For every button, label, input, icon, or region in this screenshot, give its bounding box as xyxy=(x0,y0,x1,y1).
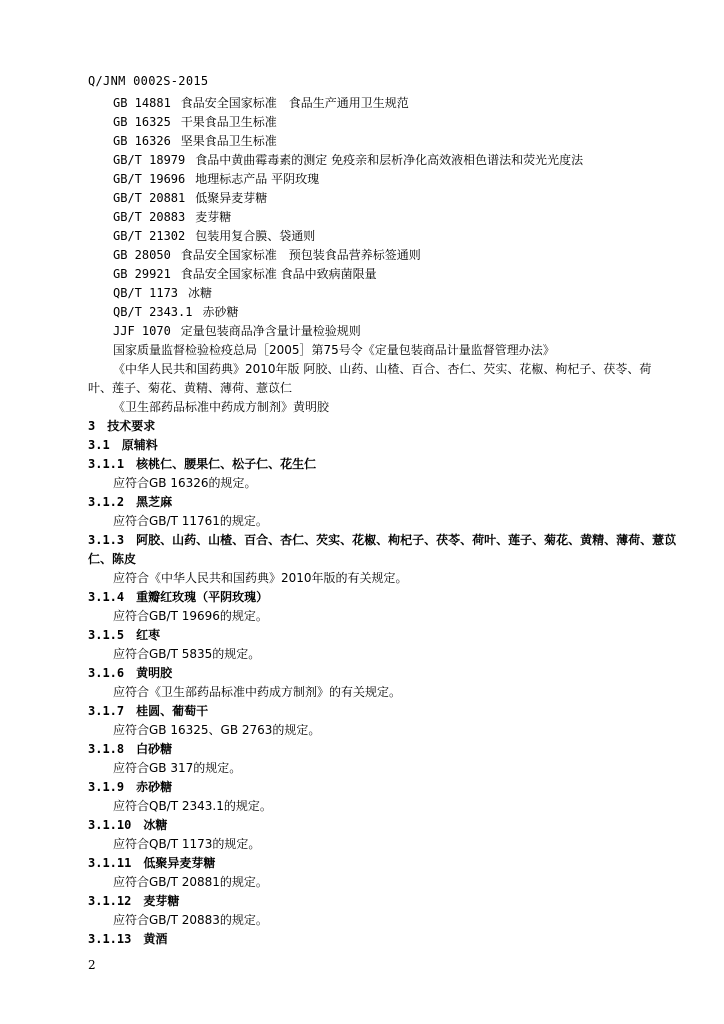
clause-body: 应符合《卫生部药品标准中药成方制剂》的有关规定。 xyxy=(113,685,402,699)
clause-title: 低聚异麦芽糖 xyxy=(143,856,216,870)
reference-line-regulation: 国家质量监督检验检疫总局［2005］第75号令《定量包装商品计量监督管理办法》 xyxy=(113,343,555,357)
reference-code: GB 16325 xyxy=(113,115,171,129)
reference-title: 麦芽糖 xyxy=(195,210,232,224)
page-number: 2 xyxy=(88,958,96,972)
reference-line xyxy=(113,324,361,338)
reference-title: 地理标志产品 平阴玫瑰 xyxy=(195,172,320,186)
reference-title: 干果食品卫生标准 xyxy=(180,115,277,129)
clause-heading xyxy=(88,932,167,946)
reference-line-pharmacopoeia: 《中华人民共和国药典》2010年版 阿胶、山药、山楂、百合、杏仁、芡实、花椒、枸杞子、茯苓、荷 xyxy=(113,362,652,376)
clause-number: 3.1.8 xyxy=(88,742,125,756)
reference-code: GB/T 20883 xyxy=(113,210,186,224)
clause-number: 3.1.2 xyxy=(88,495,125,509)
clause-number: 3.1.9 xyxy=(88,780,125,794)
clause-body: 应符合GB 317的规定。 xyxy=(113,761,242,775)
reference-line xyxy=(113,267,377,281)
reference-code: GB/T 21302 xyxy=(113,229,186,243)
reference-code: GB/T 19696 xyxy=(113,172,186,186)
clause-heading xyxy=(88,533,676,547)
reference-title: 食品安全国家标准 预包装食品营养标签通则 xyxy=(180,248,421,262)
clause-heading xyxy=(88,704,208,718)
clause-title: 黄酒 xyxy=(143,932,168,946)
reference-code: GB 14881 xyxy=(113,96,171,110)
reference-code: QB/T 2343.1 xyxy=(113,305,193,319)
reference-code: GB 29921 xyxy=(113,267,171,281)
reference-code: GB 16326 xyxy=(113,134,171,148)
reference-title: 赤砂糖 xyxy=(202,305,239,319)
reference-line xyxy=(113,134,277,148)
clause-heading xyxy=(88,628,160,642)
clause-heading xyxy=(88,856,215,870)
clause-body: 应符合GB/T 11761的规定。 xyxy=(113,514,268,528)
clause-title: 核桃仁、腰果仁、松子仁、花生仁 xyxy=(136,457,317,471)
clause-title: 重瓣红玫瑰（平阴玫瑰） xyxy=(136,590,269,604)
reference-line xyxy=(113,229,315,243)
clause-title: 黄明胶 xyxy=(136,666,173,680)
reference-line xyxy=(113,248,421,262)
clause-body: 应符合GB 16325、GB 2763的规定。 xyxy=(113,723,321,737)
clause-title: 麦芽糖 xyxy=(143,894,180,908)
document-code: Q/JNM 0002S-2015 xyxy=(88,74,209,88)
clause-heading-cont: 仁、陈皮 xyxy=(88,552,137,566)
clause-title: 黑芝麻 xyxy=(136,495,173,509)
reference-title: 冰糖 xyxy=(188,286,213,300)
clause-body: 应符合QB/T 1173的规定。 xyxy=(113,837,261,851)
reference-line xyxy=(113,172,319,186)
reference-line-pharmacopoeia-cont: 叶、莲子、菊花、黄精、薄荷、薏苡仁 xyxy=(88,381,293,395)
clause-heading xyxy=(88,894,179,908)
clause-title: 桂圆、葡萄干 xyxy=(136,704,209,718)
clause-title: 红枣 xyxy=(136,628,161,642)
clause-number: 3.1.5 xyxy=(88,628,125,642)
clause-number: 3.1.6 xyxy=(88,666,125,680)
reference-line-ministry-standard: 《卫生部药品标准中药成方制剂》黄明胶 xyxy=(113,400,330,414)
reference-code: GB/T 18979 xyxy=(113,153,186,167)
subsection-heading xyxy=(88,438,158,452)
clause-heading xyxy=(88,742,172,756)
clause-number: 3.1.13 xyxy=(88,932,132,946)
clause-heading xyxy=(88,457,316,471)
clause-number: 3.1.12 xyxy=(88,894,132,908)
reference-title: 食品中黄曲霉毒素的测定 免疫亲和层析净化高效液相色谱法和荧光光度法 xyxy=(195,153,584,167)
clause-body: 应符合QB/T 2343.1的规定。 xyxy=(113,799,272,813)
reference-code: GB/T 20881 xyxy=(113,191,186,205)
clause-number: 3.1.1 xyxy=(88,457,125,471)
reference-title: 食品安全国家标准 食品中致病菌限量 xyxy=(180,267,377,281)
clause-title: 赤砂糖 xyxy=(136,780,173,794)
clause-heading xyxy=(88,780,172,794)
clause-number: 3.1.10 xyxy=(88,818,132,832)
clause-number: 3.1.7 xyxy=(88,704,125,718)
clause-title: 冰糖 xyxy=(143,818,168,832)
reference-title: 定量包装商品净含量计量检验规则 xyxy=(180,324,361,338)
clause-heading xyxy=(88,666,172,680)
clause-body: 应符合《中华人民共和国药典》2010年版的有关规定。 xyxy=(113,571,408,585)
reference-line xyxy=(113,305,239,319)
reference-line xyxy=(113,115,277,129)
reference-line xyxy=(113,210,231,224)
clause-body: 应符合GB 16326的规定。 xyxy=(113,476,257,490)
reference-title: 低聚异麦芽糖 xyxy=(195,191,268,205)
reference-title: 坚果食品卫生标准 xyxy=(180,134,277,148)
clause-number: 3.1.3 xyxy=(88,533,125,547)
reference-code: GB 28050 xyxy=(113,248,171,262)
clause-heading xyxy=(88,818,167,832)
clause-heading xyxy=(88,495,172,509)
subsection-number: 3.1 xyxy=(88,438,110,452)
section-number: 3 xyxy=(88,419,96,433)
clause-number: 3.1.4 xyxy=(88,590,125,604)
reference-line xyxy=(113,96,409,110)
clause-body: 应符合GB/T 19696的规定。 xyxy=(113,609,268,623)
reference-line xyxy=(113,286,212,300)
reference-title: 食品安全国家标准 食品生产通用卫生规范 xyxy=(180,96,409,110)
reference-line xyxy=(113,153,583,167)
clause-heading xyxy=(88,590,268,604)
section-title: 技术要求 xyxy=(107,419,156,433)
section-heading xyxy=(88,419,155,433)
reference-code: QB/T 1173 xyxy=(113,286,179,300)
clause-title: 阿胶、山药、山楂、百合、杏仁、芡实、花椒、枸杞子、茯苓、荷叶、莲子、菊花、黄精、薄荷、薏苡 xyxy=(136,533,677,547)
reference-title: 包装用复合膜、袋通则 xyxy=(195,229,316,243)
reference-code: JJF 1070 xyxy=(113,324,171,338)
reference-line xyxy=(113,191,267,205)
clause-body: 应符合GB/T 20881的规定。 xyxy=(113,875,268,889)
clause-title: 白砂糖 xyxy=(136,742,173,756)
clause-number: 3.1.11 xyxy=(88,856,132,870)
subsection-title: 原辅料 xyxy=(121,438,158,452)
clause-body: 应符合GB/T 20883的规定。 xyxy=(113,913,268,927)
clause-body: 应符合GB/T 5835的规定。 xyxy=(113,647,261,661)
